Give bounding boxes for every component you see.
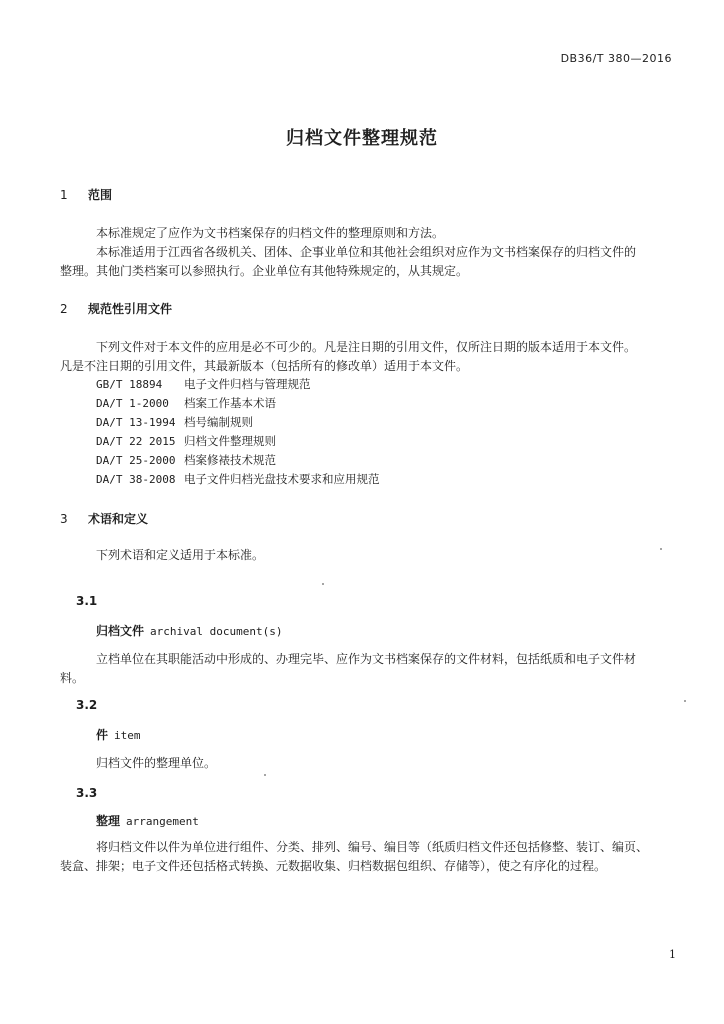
reference-name: 档案修裱技术规范 <box>184 453 276 467</box>
term-entry <box>96 812 199 829</box>
scan-speck <box>322 583 324 585</box>
section-heading-scope <box>60 186 112 203</box>
reference-name: 电子文件归档与管理规范 <box>184 377 311 391</box>
reference-item <box>96 471 380 487</box>
reference-name: 电子文件归档光盘技术要求和应用规范 <box>184 472 380 486</box>
reference-code: DA/T 38-2008 <box>96 473 176 486</box>
section-number: 2 <box>60 302 68 316</box>
reference-code: DA/T 1-2000 <box>96 397 169 410</box>
reference-item <box>96 414 253 430</box>
term-name: 件 <box>96 728 109 742</box>
term-number: 3.2 <box>76 698 98 712</box>
term-number: 3.3 <box>76 786 98 800</box>
paragraph: 本标准适用于江西省各级机关、团体、企事业单位和其他社会组织对应作为文书档案保存的归档文件的 <box>96 245 637 259</box>
reference-item <box>96 433 276 449</box>
scan-speck <box>264 774 266 776</box>
section-heading-normative-references <box>60 300 172 317</box>
section-title: 规范性引用文件 <box>88 302 173 316</box>
paragraph: 整理。其他门类档案可以参照执行。企业单位有其他特殊规定的，从其规定。 <box>60 264 469 278</box>
term-english: archival document(s) <box>150 625 283 638</box>
page-number: 1 <box>669 948 676 961</box>
reference-code: GB/T 18894 <box>96 378 163 391</box>
paragraph: 下列术语和定义适用于本标准。 <box>96 548 265 562</box>
term-definition: 将归档文件以件为单位进行组件、分类、排列、编号、编目等（纸质归档文件还包括修整、装订、编页、 <box>96 840 649 854</box>
paragraph: 下列文件对于本文件的应用是必不可少的。凡是注日期的引用文件，仅所注日期的版本适用于本文件。 <box>96 340 637 354</box>
term-entry <box>96 726 141 743</box>
reference-item <box>96 376 311 392</box>
term-english: item <box>114 729 141 742</box>
paragraph: 本标准规定了应作为文书档案保存的归档文件的整理原则和方法。 <box>96 226 445 240</box>
section-number: 3 <box>60 512 68 526</box>
reference-name: 档案工作基本术语 <box>184 396 276 410</box>
term-number: 3.1 <box>76 594 98 608</box>
section-heading-terms-and-definitions <box>60 510 148 527</box>
reference-name: 归档文件整理规则 <box>184 434 276 448</box>
reference-code: DA/T 25-2000 <box>96 454 176 467</box>
document-id: DB36/T 380—2016 <box>560 52 672 65</box>
reference-code: DA/T 22 2015 <box>96 435 176 448</box>
term-name: 整理 <box>96 814 121 828</box>
section-number: 1 <box>60 188 68 202</box>
section-title: 范围 <box>88 188 113 202</box>
term-english: arrangement <box>126 815 199 828</box>
term-entry <box>96 622 282 639</box>
page-title: 归档文件整理规范 <box>286 128 438 149</box>
reference-item <box>96 395 276 411</box>
reference-name: 档号编制规则 <box>184 415 253 429</box>
term-definition: 归档文件的整理单位。 <box>96 756 217 770</box>
paragraph: 凡是不注日期的引用文件，其最新版本（包括所有的修改单）适用于本文件。 <box>60 359 469 373</box>
term-definition: 料。 <box>60 671 85 685</box>
term-definition: 装盒、排架；电子文件还包括格式转换、元数据收集、归档数据包组织、存储等），使之有序化的过程。 <box>60 859 607 873</box>
section-title: 术语和定义 <box>88 512 149 526</box>
reference-code: DA/T 13-1994 <box>96 416 176 429</box>
scan-speck <box>660 548 662 550</box>
scan-speck <box>684 700 686 702</box>
term-definition: 立档单位在其职能活动中形成的、办理完毕、应作为文书档案保存的文件材料，包括纸质和电子文件材 <box>96 652 637 666</box>
term-name: 归档文件 <box>96 624 145 638</box>
reference-item <box>96 452 276 468</box>
